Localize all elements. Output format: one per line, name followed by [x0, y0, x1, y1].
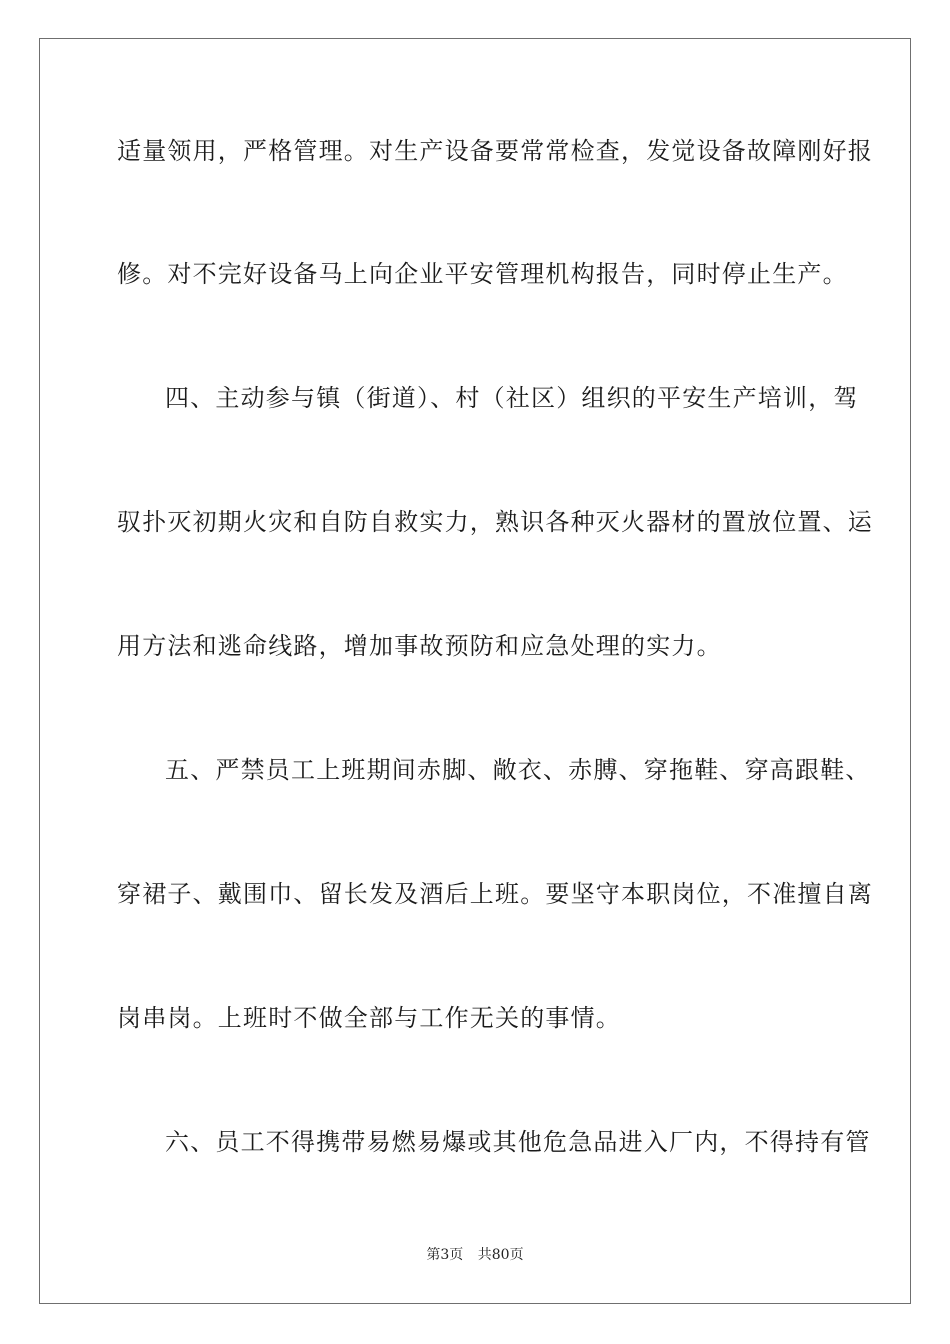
text-line: 修。对不完好设备马上向企业平安管理机构报告，同时停止生产。: [117, 260, 848, 288]
paragraph-start-line: 六、员工不得携带易燃易爆或其他危急品进入厂内，不得持有管: [165, 1128, 871, 1156]
paragraph-start-line: 五、严禁员工上班期间赤脚、敞衣、赤膊、穿拖鞋、穿高跟鞋、: [165, 756, 871, 784]
text-line: 用方法和逃命线路，增加事故预防和应急处理的实力。: [117, 632, 722, 660]
paragraph-start-line: 四、主动参与镇（街道）、村（社区）组织的平安生产培训，驾: [165, 384, 859, 412]
text-line: 适量领用，严格管理。对生产设备要常常检查，发觉设备故障刚好报: [117, 137, 873, 165]
page-number: 第3页: [426, 1247, 464, 1263]
text-line: 岗串岗。上班时不做全部与工作无关的事情。: [117, 1004, 621, 1032]
text-line: 驭扑灭初期火灾和自防自救实力，熟识各种灭火器材的置放位置、运: [117, 508, 873, 536]
text-line: 穿裙子、戴围巾、留长发及酒后上班。要坚守本职岗位，不准擅自离: [117, 880, 873, 908]
page-border: [39, 38, 911, 1304]
total-pages: 共80页: [477, 1247, 524, 1263]
page-footer: [0, 1246, 950, 1264]
